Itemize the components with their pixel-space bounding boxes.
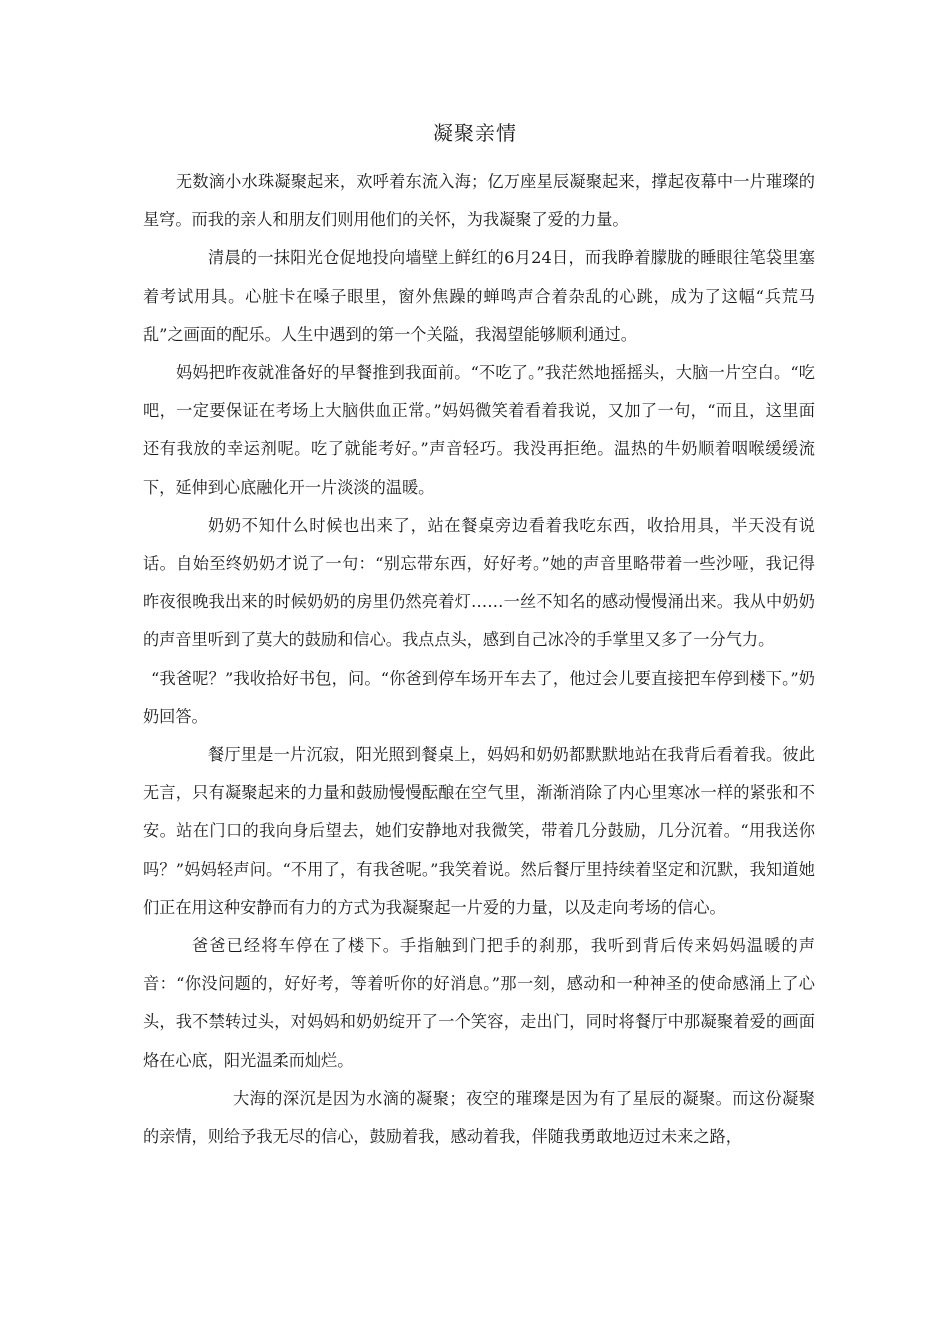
- paragraph-conclusion: 大海的深沉是因为水滴的凝聚；夜空的璀璨是因为有了星辰的凝聚。而这份凝聚的亲情，则给予我无尽的信心，鼓励着我，感动着我，伴随我勇敢地迈过未来之路，: [143, 1088, 815, 1147]
- document-title: 凝聚亲情: [433, 121, 517, 145]
- document-body: [143, 163, 815, 1156]
- paragraph-departure: 爸爸已经将车停在了楼下。手指触到门把手的刹那，我听到背后传来妈妈温暖的声音：“你没问题的，好好考，等着听你的好消息。”那一刻，感动和一种神圣的使命感涌上了心头，我不禁转过头，对妈妈和奶奶绽开了一个笑容，走出门，同时将餐厅中那凝聚着爱的画面烙在心底，阳光温柔而灿烂。: [143, 936, 815, 1070]
- paragraph-morning: 清晨的一抹阳光仓促地投向墙壁上鲜红的6月24日，而我睁着朦胧的睡眼往笔袋里塞着考试用具。心脏卡在嗓子眼里，窗外焦躁的蝉鸣声合着杂乱的心跳，成为了这幅“兵荒马乱”之画面的配乐。人生中遇到的第一个关隘，我渴望能够顺利通过。: [143, 248, 815, 344]
- paragraph-grandma: 奶奶不知什么时候也出来了，站在餐桌旁边看着我吃东西，收拾用具，半天没有说话。自始至终奶奶才说了一句：“别忘带东西，好好考。”她的声音里略带着一些沙哑，我记得昨夜很晚我出来的时候奶奶的房里仍然亮着灯……一丝不知名的感动慢慢涌出来。我从中奶奶的声音里听到了莫大的鼓励和信心。我点点头，感到自己冰冷的手掌里又多了一分气力。: [143, 515, 815, 650]
- paragraph-dad-question: “我爸呢？”我收拾好书包，问。“你爸到停车场开车去了，他过会儿要直接把车停到楼下。”奶奶回答。: [143, 668, 815, 726]
- paragraph-intro: 无数滴小水珠凝聚起来，欢呼着东流入海；亿万座星辰凝聚起来，撑起夜幕中一片璀璨的星穹。而我的亲人和朋友们则用他们的关怀，为我凝聚了爱的力量。: [143, 172, 815, 230]
- paragraph-breakfast: 妈妈把昨夜就准备好的早餐推到我面前。“不吃了。”我茫然地摇摇头，大脑一片空白。“吃吧，一定要保证在考场上大脑供血正常。”妈妈微笑着看着我说，又加了一句，“而且，这里面还有我放的幸运剂呢。吃了就能考好。”声音轻巧。我没再拒绝。温热的牛奶顺着咽喉缓缓流下，延伸到心底融化开一片淡淡的温暖。: [143, 363, 815, 497]
- paragraph-dining-room: 餐厅里是一片沉寂，阳光照到餐桌上，妈妈和奶奶都默默地站在我背后看着我。彼此无言，只有凝聚起来的力量和鼓励慢慢酝酿在空气里，渐渐消除了内心里寒冰一样的紧张和不安。站在门口的我向身后望去，她们安静地对我微笑，带着几分鼓励，几分沉着。“用我送你吗？”妈妈轻声问。“不用了，有我爸呢。”我笑着说。然后餐厅里持续着坚定和沉默，我知道她们正在用这种安静而有力的方式为我凝聚起一片爱的力量，以及走向考场的信心。: [143, 745, 815, 917]
